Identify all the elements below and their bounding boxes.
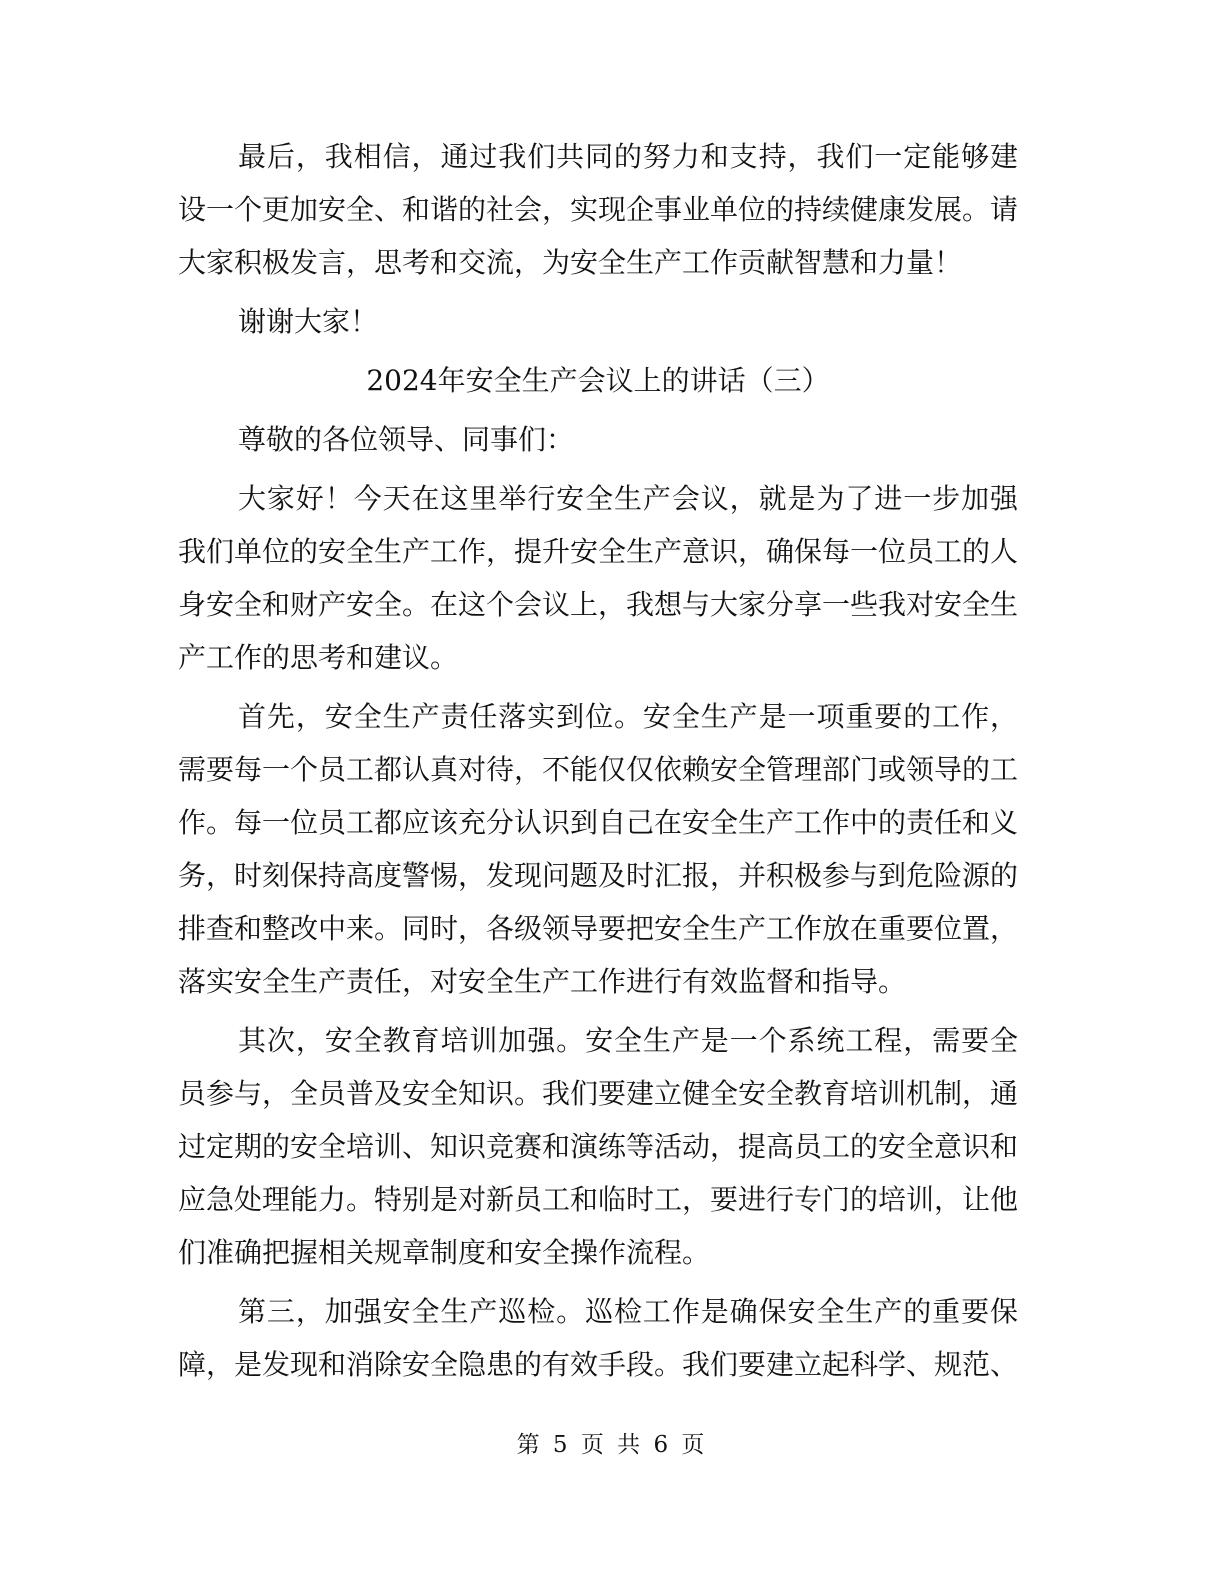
section-title: 2024年安全生产会议上的讲话（三） — [366, 364, 830, 397]
paragraph-third-point: 第三，加强安全生产巡检。巡检工作是确保安全生产的重要保障，是发现和消除安全隐患的有效手段。我们要建立起科学、规范、 — [178, 1295, 1019, 1381]
paragraph-greeting: 大家好！今天在这里举行安全生产会议，就是为了进一步加强我们单位的安全生产工作，提升安全生产意识，确保每一位员工的人身安全和财产安全。在这个会议上，我想与大家分享一些我对安全生产工作的思考和建议。 — [178, 482, 1019, 674]
page-number-footer: 第 5 页 共 6 页 — [516, 1432, 708, 1458]
document-body — [178, 130, 1018, 1397]
paragraph-first-point: 首先，安全生产责任落实到位。安全生产是一项重要的工作，需要每一个员工都认真对待，不能仅仅依赖安全管理部门或领导的工作。每一位员工都应该充分认识到自己在安全生产工作中的责任和义务，时刻保持高度警惕，发现问题及时汇报，并积极参与到危险源的排查和整改中来。同时，各级领导要把安全生产工作放在重要位置，落实安全生产责任，对安全生产工作进行有效监督和指导。 — [178, 700, 1019, 998]
paragraph-second-point: 其次，安全教育培训加强。安全生产是一个系统工程，需要全员参与，全员普及安全知识。我们要建立健全安全教育培训机制，通过定期的安全培训、知识竞赛和演练等活动，提高员工的安全意识和应急处理能力。特别是对新员工和临时工，要进行专门的培训，让他们准确把握相关规章制度和安全操作流程。 — [178, 1024, 1019, 1269]
paragraph-salutation: 尊敬的各位领导、同事们： — [238, 423, 575, 456]
paragraph-closing-remarks: 最后，我相信，通过我们共同的努力和支持，我们一定能够建设一个更加安全、和谐的社会，实现企事业单位的持续健康发展。请大家积极发言，思考和交流，为安全生产工作贡献智慧和力量！ — [178, 140, 1019, 279]
paragraph-thanks: 谢谢大家！ — [238, 305, 379, 338]
